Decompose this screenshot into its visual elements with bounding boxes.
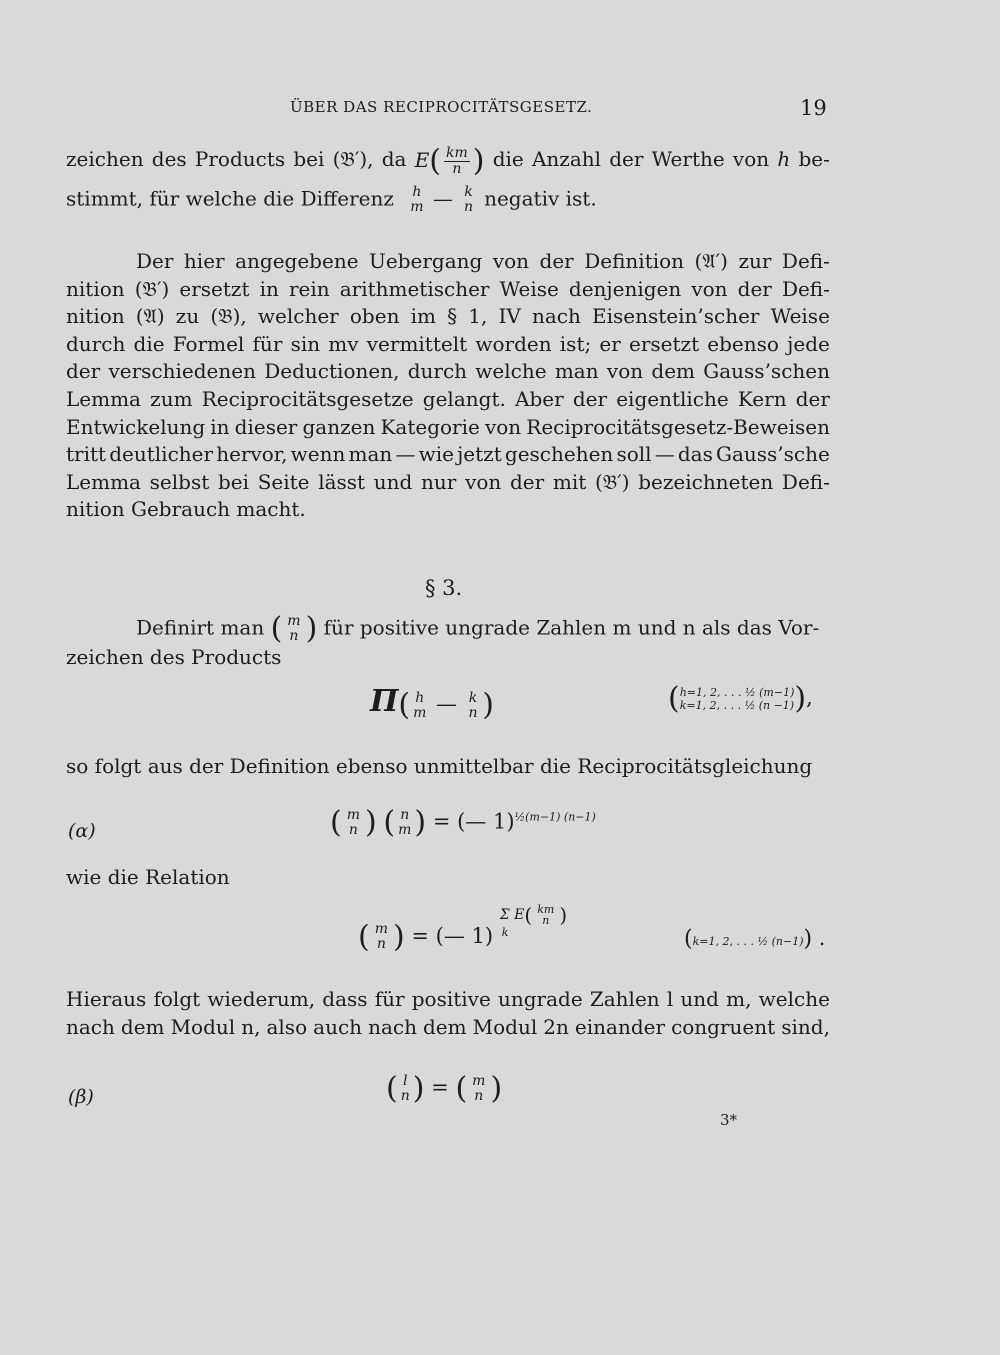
- word: §: [447, 304, 458, 329]
- word: vermittelt: [366, 331, 468, 356]
- word: man: [348, 442, 393, 467]
- word: Defi-: [781, 469, 830, 494]
- word: Zahlen: [589, 987, 660, 1011]
- word: Lemma: [66, 469, 141, 494]
- word: Hieraus: [66, 987, 147, 1011]
- word: sind,: [781, 1014, 830, 1039]
- word: congruent: [671, 1014, 776, 1039]
- word: verschiedenen: [108, 359, 256, 384]
- word: ebenso: [707, 331, 779, 356]
- word: nition: [66, 276, 125, 301]
- text-line: so folgt aus der Definition ebenso unmittelbar die Reciprocitätsgleichung: [66, 754, 813, 778]
- word: (𝔅),: [210, 304, 247, 329]
- paragraph-continuation: [66, 143, 830, 215]
- word: wie: [418, 442, 454, 467]
- signature-mark: 3*: [720, 1111, 738, 1129]
- word: nition: [66, 304, 125, 329]
- word: eigentliche: [616, 386, 729, 411]
- word: Eisenstein’scher: [592, 304, 760, 329]
- word: durch: [407, 359, 468, 384]
- word: Formel: [172, 331, 245, 356]
- word: (𝔄): [135, 304, 165, 329]
- paragraph-consequence: [66, 986, 830, 1041]
- word: welcher: [257, 304, 339, 329]
- word: welche: [758, 987, 830, 1011]
- word: Reciprocitätsgesetz-Beweisen: [526, 414, 830, 439]
- text-line: [66, 469, 830, 497]
- equation-label-alpha: (α): [68, 820, 96, 842]
- fraction-k-n: k n: [463, 184, 473, 215]
- word: durch: [66, 331, 126, 356]
- word: l: [666, 987, 674, 1011]
- word: nach: [531, 304, 581, 329]
- word: für: [252, 331, 283, 356]
- word: hier: [183, 249, 225, 273]
- word: man: [554, 359, 599, 384]
- word: ersetzt: [179, 276, 250, 301]
- word: Uebergang: [369, 249, 483, 273]
- word: gelangt.: [422, 386, 506, 411]
- word: der: [795, 386, 830, 411]
- word: angegebene: [235, 249, 359, 273]
- text-line: [66, 303, 830, 331]
- text-line: [66, 414, 830, 442]
- word: 1,: [468, 304, 488, 329]
- equation-beta: ( l n ) = ( m n ): [386, 1071, 503, 1106]
- paragraph-definition: [66, 611, 830, 672]
- word: Modul: [170, 1014, 236, 1039]
- word: der: [572, 386, 608, 411]
- word: lässt: [318, 469, 366, 494]
- text-line: [66, 441, 830, 469]
- word: nur: [421, 469, 457, 494]
- word: folgt: [153, 987, 201, 1011]
- word: nach: [368, 1014, 417, 1039]
- word: Gauss’sche: [715, 442, 830, 467]
- word: und: [680, 987, 719, 1011]
- word: Lemma: [66, 386, 141, 411]
- text-line: [66, 276, 830, 304]
- relation-formula: ( m n ) = (— 1) Σ E( km n ) k: [358, 903, 568, 954]
- word: die: [133, 331, 165, 356]
- word: dem: [651, 359, 695, 384]
- word: n,: [241, 1014, 261, 1039]
- word: und: [373, 469, 413, 494]
- word: der: [509, 469, 545, 494]
- word: bezeichneten: [638, 469, 774, 494]
- text-line: wie die Relation: [66, 865, 230, 889]
- word: welche: [475, 359, 547, 384]
- text-line: zeichen des Products: [66, 645, 282, 669]
- word: sin: [290, 331, 321, 356]
- word: zur: [738, 249, 772, 273]
- page-number: 19: [800, 96, 827, 120]
- word: (𝔅′): [134, 276, 170, 301]
- word: der: [66, 359, 101, 384]
- word: soll: [616, 442, 652, 467]
- word: mit: [552, 469, 587, 494]
- word: bei: [217, 469, 250, 494]
- word: zu: [175, 304, 200, 329]
- word: von: [465, 469, 502, 494]
- word: dass: [322, 987, 368, 1011]
- section-heading: § 3.: [425, 576, 463, 600]
- word: Gauss’schen: [703, 359, 830, 384]
- word: arithmetischer: [339, 276, 490, 301]
- word: dieser: [234, 414, 298, 439]
- word: Deductionen,: [264, 359, 400, 384]
- word: Reciprocitätsgesetze: [201, 386, 414, 411]
- word: Kern: [737, 386, 787, 411]
- word: er: [599, 331, 621, 356]
- word: oben: [349, 304, 400, 329]
- word: ist;: [559, 331, 592, 356]
- equation-alpha: ( m n ) ( n m ) = (— 1)$^{\frac{1}{2}(m-1) (n-1)}$: [330, 805, 596, 840]
- word: ganzen: [302, 414, 376, 439]
- word: (𝔅′): [594, 469, 630, 494]
- paragraph-reciprocity: [66, 753, 830, 781]
- word: Definition: [584, 249, 685, 273]
- text-line: [66, 1014, 830, 1042]
- word: Aber: [515, 386, 564, 411]
- word: tritt: [66, 442, 107, 467]
- word: von: [492, 249, 530, 273]
- word: nach: [66, 1014, 115, 1039]
- word: —: [395, 442, 416, 467]
- word: von: [606, 359, 644, 384]
- word: denjenigen: [568, 276, 682, 301]
- text-line: [66, 986, 830, 1014]
- relation-range: (k=1, 2, . . . ½ (n−1)) .: [684, 926, 826, 952]
- word: Entwickelung: [66, 414, 206, 439]
- text-line: zeichen des Products bei (𝔅′), da E( $\frac{km}{n}$ ) die Anzahl der Werthe von h be-: [66, 143, 830, 179]
- word: ersetzt: [629, 331, 700, 356]
- text-line: nition Gebrauch macht.: [66, 497, 306, 522]
- running-header: ÜBER DAS RECIPROCITÄTSGESETZ.: [290, 98, 593, 116]
- equation-label-beta: (β): [68, 1086, 94, 1108]
- word: geschehen: [504, 442, 614, 467]
- legendre-symbol: m n: [287, 613, 301, 644]
- paragraph-relation: [66, 864, 830, 892]
- word: von: [484, 414, 522, 439]
- text-line: [66, 358, 830, 386]
- word: wiederum,: [207, 987, 316, 1011]
- text-line: [66, 248, 830, 276]
- word: auch: [313, 1014, 363, 1039]
- inline-formula-E: E( $\frac{km}{n}$ ): [414, 143, 485, 179]
- word: zum: [150, 386, 193, 411]
- fraction-h-m: h m: [410, 184, 424, 215]
- word: ungrade: [497, 987, 583, 1011]
- word: deutlicher: [109, 442, 214, 467]
- word: im: [410, 304, 436, 329]
- word: jetzt: [457, 442, 502, 467]
- word: das: [677, 442, 713, 467]
- word: Seite: [257, 469, 310, 494]
- product-range: ( h=1, 2, . . . ½ (m−1) k=1, 2, . . . ½ (n −1) ),: [668, 681, 813, 716]
- word: dem: [120, 1014, 165, 1039]
- word: jede: [787, 331, 830, 356]
- word: worden: [475, 331, 552, 356]
- text-line: stimmt, für welche die Differenz h m — k n negativ ist.: [66, 184, 597, 215]
- word: Kategorie: [380, 414, 480, 439]
- word: wenn: [290, 442, 346, 467]
- word: mv: [328, 331, 359, 356]
- word: —: [654, 442, 675, 467]
- paragraph-main: [66, 248, 830, 524]
- word: also: [266, 1014, 308, 1039]
- word: positive: [411, 987, 491, 1011]
- word: Der: [136, 249, 174, 273]
- word: rein: [288, 276, 330, 301]
- word: IV: [498, 304, 521, 329]
- product-formula: Π( h m — k n ): [370, 684, 494, 723]
- word: Modul: [472, 1014, 538, 1039]
- word: 2n: [543, 1014, 569, 1039]
- word: Weise: [770, 304, 830, 329]
- text-line: [66, 386, 830, 414]
- word: der: [539, 249, 574, 273]
- word: der: [737, 276, 772, 301]
- word: in: [259, 276, 279, 301]
- word: Weise: [499, 276, 559, 301]
- word: für: [374, 987, 405, 1011]
- word: (𝔄′): [694, 249, 728, 273]
- word: von: [691, 276, 728, 301]
- word: selbst: [149, 469, 210, 494]
- word: Defi-: [781, 249, 830, 273]
- word: hervor,: [216, 442, 288, 467]
- word: in: [210, 414, 230, 439]
- word: einander: [574, 1014, 666, 1039]
- word: Defi-: [781, 276, 830, 301]
- text-line: Definirt man ( m n ) für positive ungrade Zahlen m und n als das Vor-: [136, 611, 820, 646]
- text-line: [66, 331, 830, 359]
- word: m,: [726, 987, 752, 1011]
- word: dem: [422, 1014, 467, 1039]
